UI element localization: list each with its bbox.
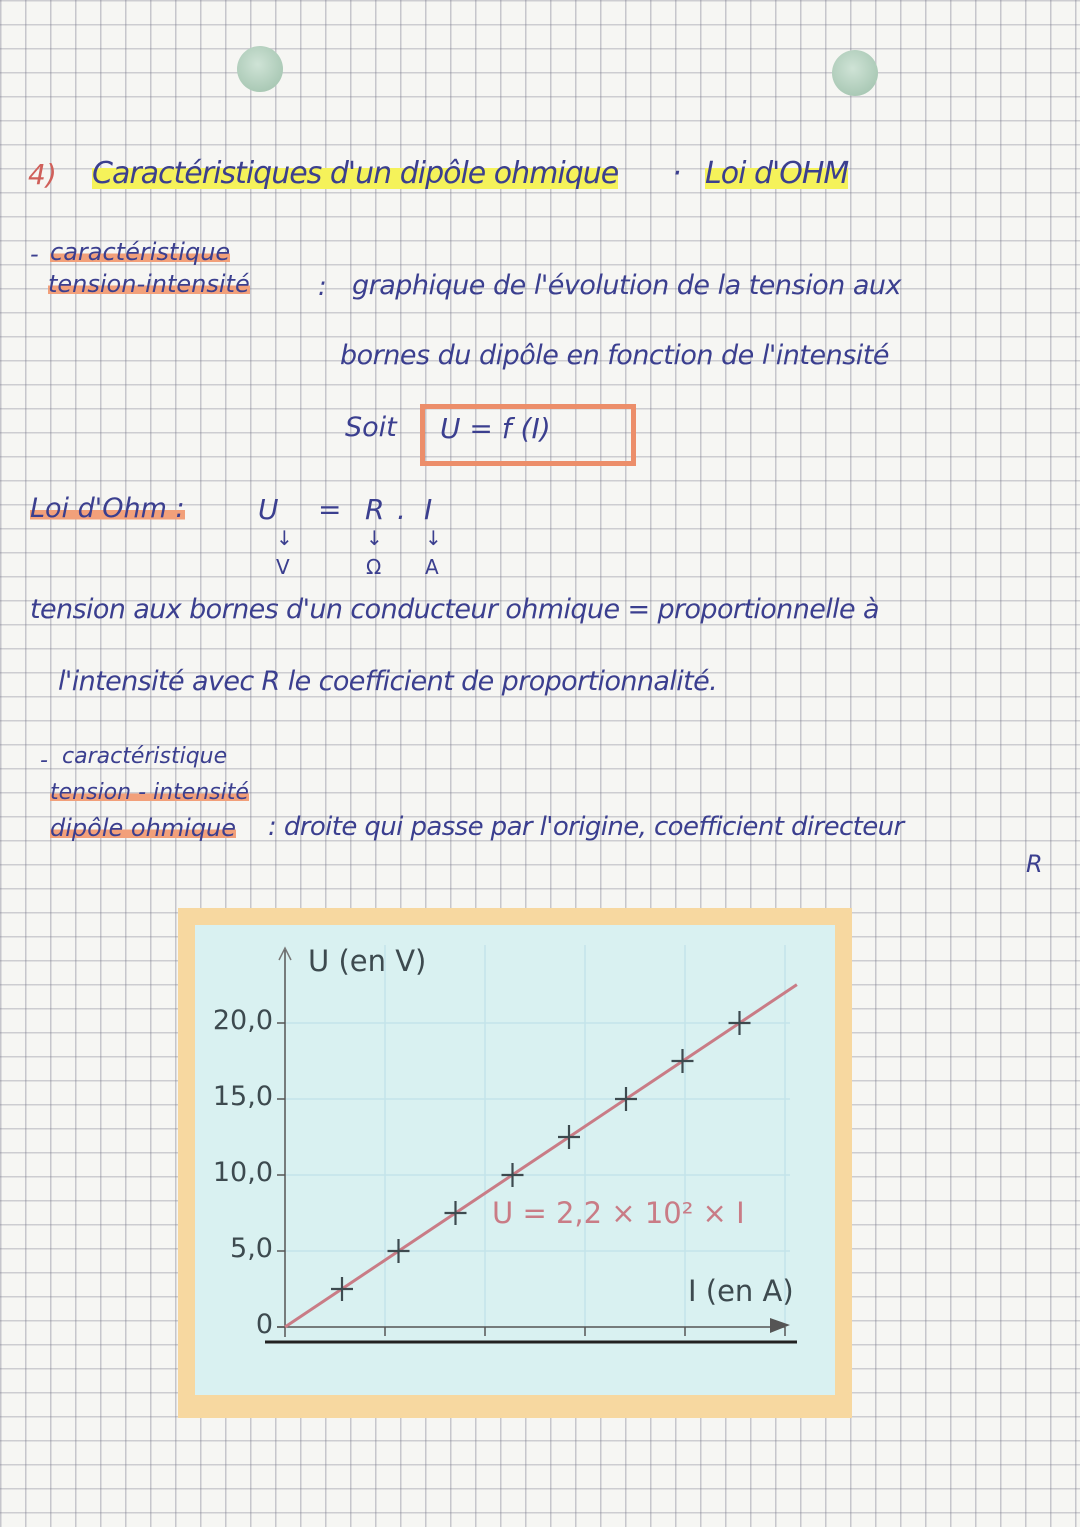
data-point <box>331 1277 353 1301</box>
s3-line1: tension aux bornes d'un conducteur ohmique = proportionnelle à <box>30 594 879 625</box>
unit-ohm: Ω <box>366 555 382 579</box>
y-tick-label: 10,0 <box>212 1157 273 1188</box>
x-axis-arrow-icon <box>770 1318 790 1333</box>
data-point <box>672 1049 694 1073</box>
s4-label-line3: dipôle ohmique <box>50 814 237 842</box>
ohm-law-label: Loi d'Ohm : <box>30 493 185 524</box>
formula-r: R <box>365 493 385 526</box>
s4-text: : droite qui passe par l'origine, coefficient directeur <box>268 812 904 842</box>
y-tick-label: 15,0 <box>212 1081 273 1112</box>
formula-dot: . <box>397 493 406 526</box>
section-number: 4) <box>28 158 57 191</box>
y-tick-label: 5,0 <box>230 1233 273 1264</box>
fit-equation: U = 2,2 × 10² × I <box>492 1196 745 1230</box>
arrow-down-icon: ↓ <box>425 526 442 550</box>
s1-bullet: - <box>30 240 39 268</box>
s4-bullet: - <box>40 748 48 773</box>
arrow-down-icon: ↓ <box>366 526 383 550</box>
s4-label-line1: caractéristique <box>62 744 228 769</box>
s1-definition-line1: graphique de l'évolution de la tension aux <box>352 270 901 301</box>
title-separator: · <box>672 156 682 191</box>
y-tick-label: 20,0 <box>212 1005 273 1036</box>
s1-soit: Soit <box>345 412 397 443</box>
s1-formula: U = f (I) <box>440 412 551 445</box>
formula-eq: = <box>318 493 342 526</box>
s1-definition-line2: bornes du dipôle en fonction de l'intensité <box>340 340 889 371</box>
data-point <box>388 1239 410 1263</box>
unit-volt: V <box>276 555 290 579</box>
page-title: Caractéristiques d'un dipôle ohmique <box>92 156 619 191</box>
s1-label-line2: tension-intensité <box>48 270 250 298</box>
s4-r: R <box>1026 850 1043 878</box>
data-point <box>729 1011 751 1035</box>
s1-colon: : <box>318 272 327 302</box>
data-point <box>558 1125 580 1149</box>
y-axis-label: U (en V) <box>308 944 427 978</box>
title-law: Loi d'OHM <box>705 156 849 191</box>
data-point <box>615 1087 637 1111</box>
s1-label-line1: caractéristique <box>50 238 231 266</box>
data-point <box>502 1163 524 1187</box>
x-axis-label: I (en A) <box>688 1274 794 1308</box>
s4-label-line2: tension - intensité <box>50 780 249 805</box>
formula-i: I <box>424 493 433 526</box>
y-tick-label: 0 <box>255 1309 273 1340</box>
s3-line2: l'intensité avec R le coefficient de proportionnalité. <box>58 666 718 697</box>
formula-u: U <box>258 493 279 526</box>
unit-ampere: A <box>425 555 439 579</box>
arrow-down-icon: ↓ <box>276 526 293 550</box>
data-point <box>445 1201 467 1225</box>
